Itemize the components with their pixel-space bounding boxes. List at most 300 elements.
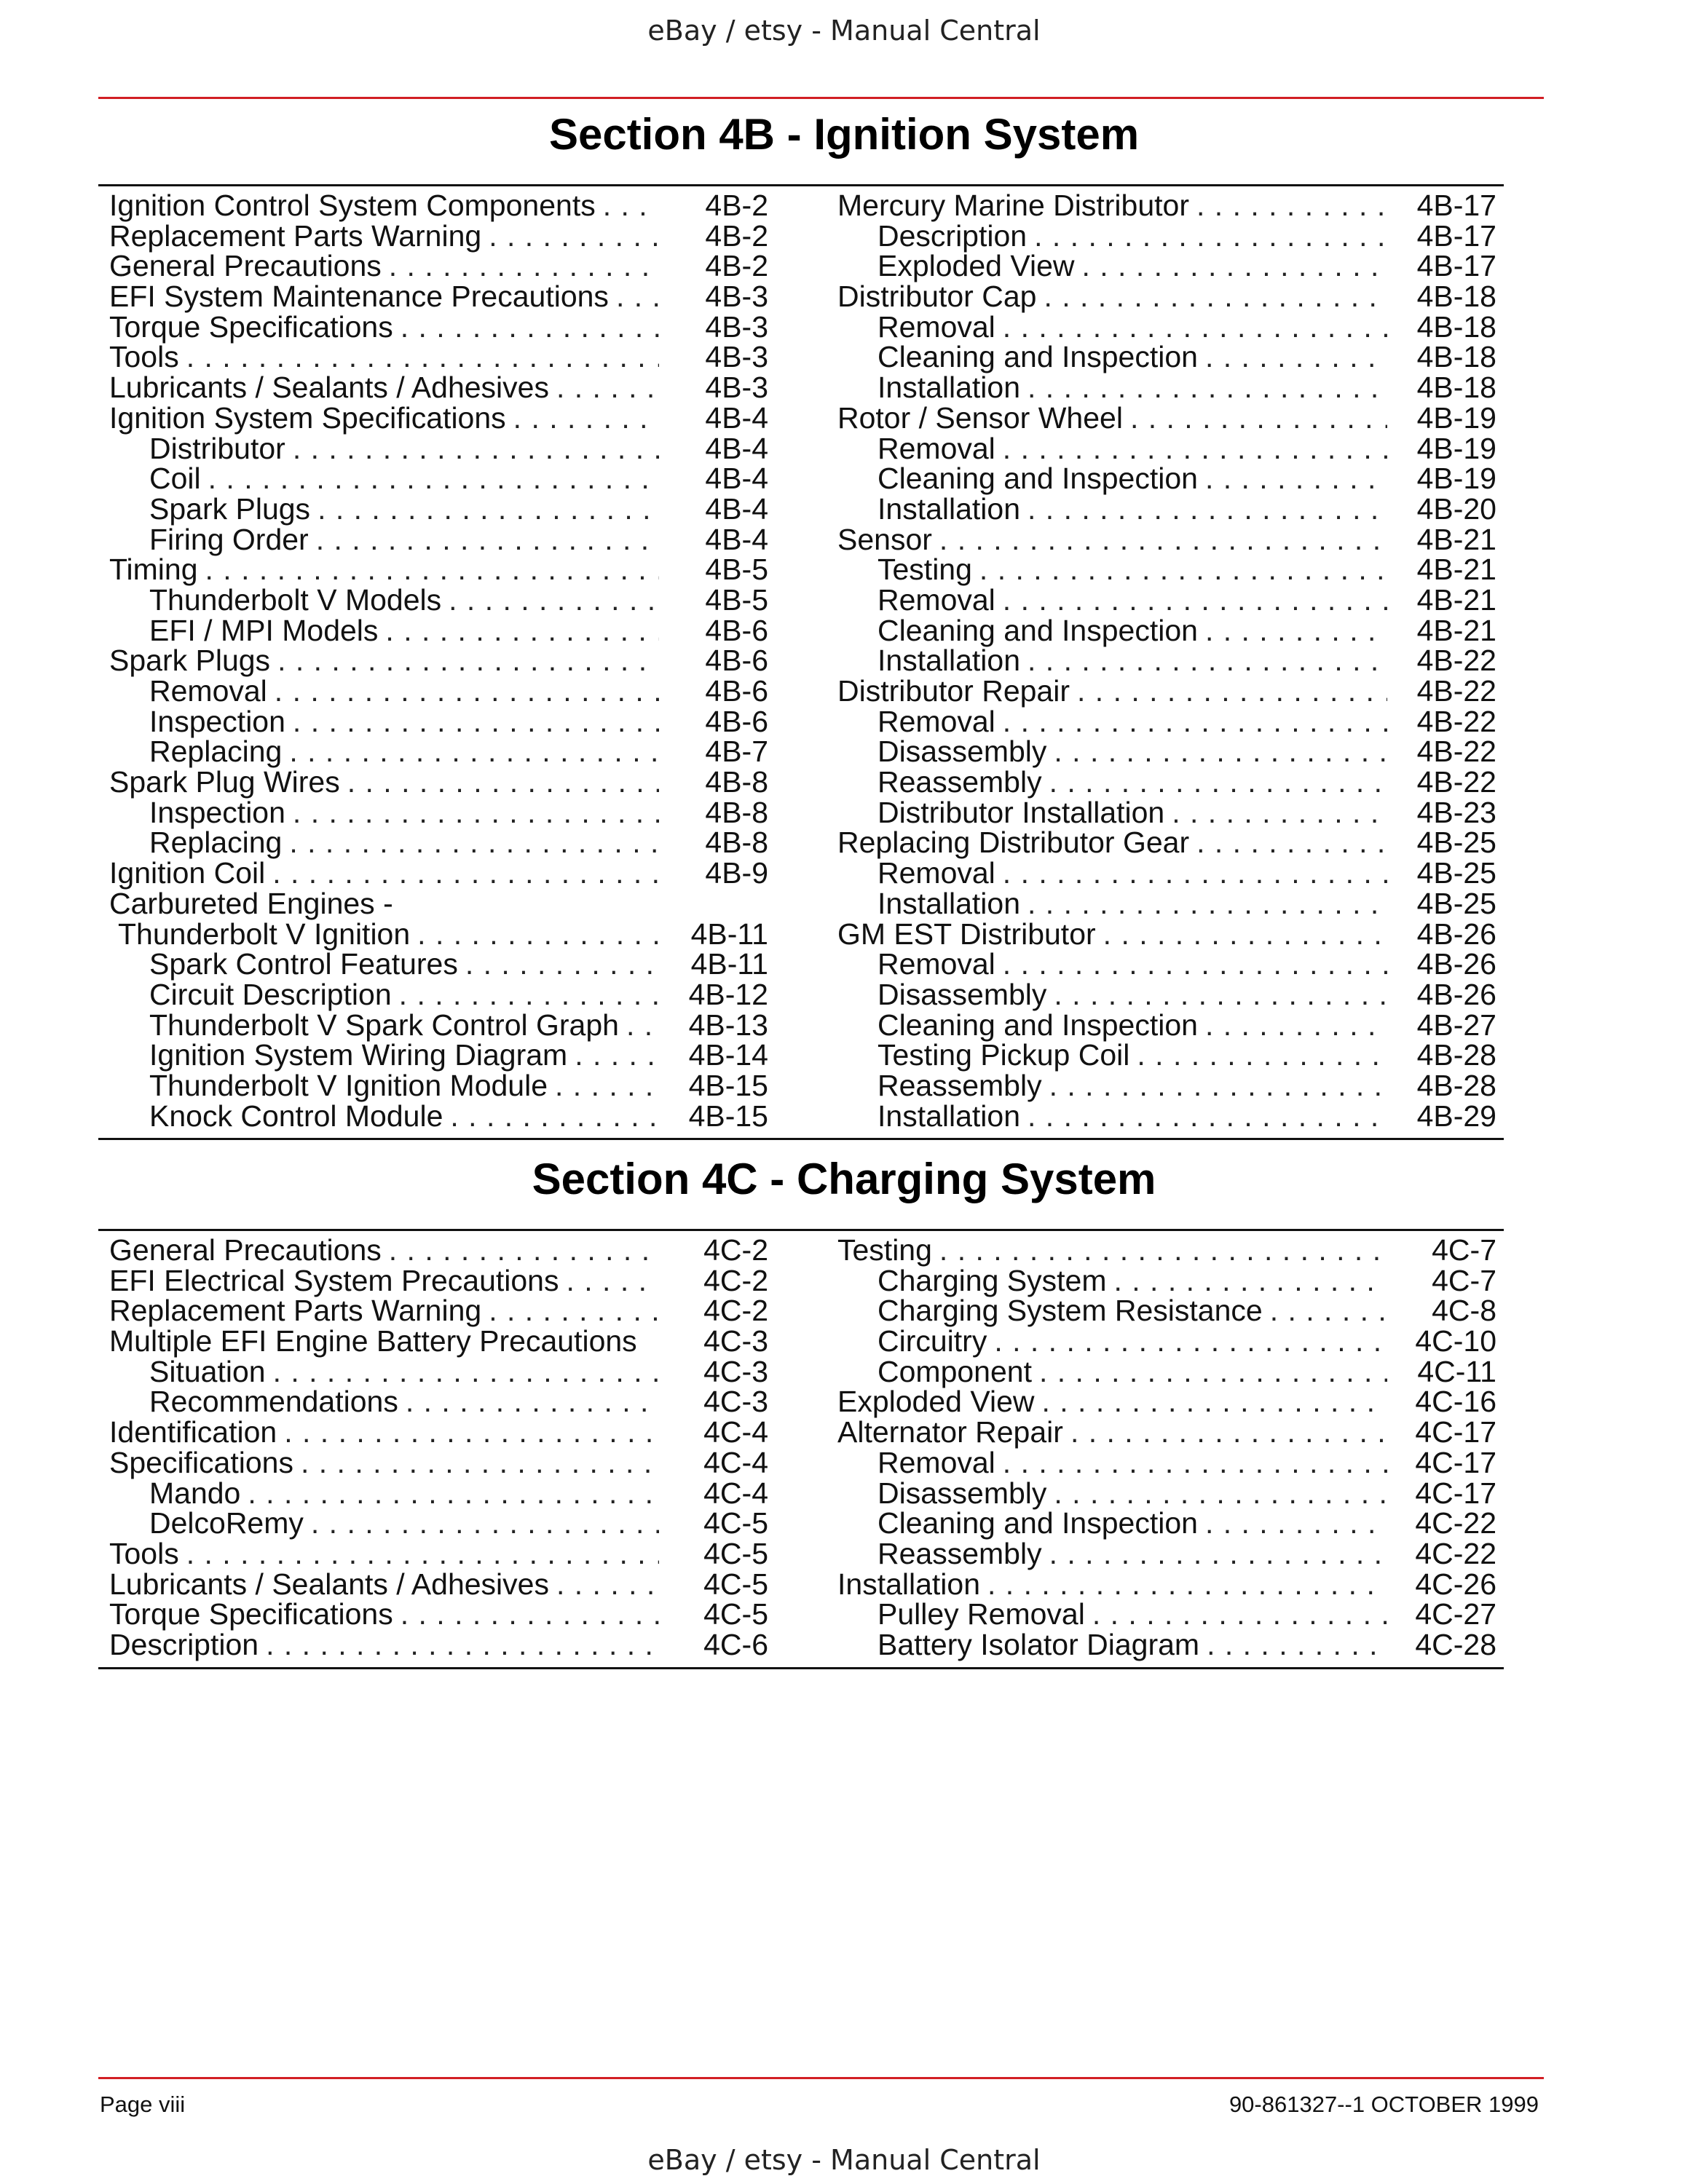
toc-entry xyxy=(837,1068,1496,1102)
toc-entry xyxy=(109,646,768,676)
toc-entry-title: Sensor xyxy=(837,522,932,556)
toc-entry-page: 4B-8 xyxy=(705,795,768,829)
toc-entry-page: 4B-7 xyxy=(705,735,768,769)
toc-entry-title: EFI Electrical System Precautions xyxy=(109,1263,559,1297)
toc-entry xyxy=(109,1417,768,1448)
toc-leader-dots xyxy=(392,980,659,1010)
toc-leader-dots xyxy=(201,464,659,494)
toc-leader-dots xyxy=(619,1010,659,1041)
toc-entry-title: Removal xyxy=(877,704,995,738)
toc-leader-dots xyxy=(393,312,659,343)
toc-entry-title: Installation xyxy=(877,371,1021,405)
toc-entry-page: 4B-18 xyxy=(1416,280,1496,314)
toc-leader-dots xyxy=(198,555,660,585)
toc-entry-title: Replacing xyxy=(149,735,283,769)
toc-entry-title: Cleaning and Inspection xyxy=(877,340,1198,374)
toc-entry-title: Circuit Description xyxy=(149,977,392,1011)
toc-entry-page: 4B-6 xyxy=(705,644,768,678)
toc-entry-title: Charging System Resistance xyxy=(877,1294,1263,1328)
watermark-top: eBay / etsy - Manual Central xyxy=(647,15,1041,47)
toc-entry-page: 4B-3 xyxy=(705,280,768,314)
toc-leader-dots xyxy=(1042,1539,1387,1570)
toc-leader-dots xyxy=(1096,919,1387,950)
toc-entry-page: 4C-5 xyxy=(703,1567,768,1601)
toc-leader-dots xyxy=(285,434,659,464)
toc-leader-dots xyxy=(1020,889,1387,919)
toc-entry xyxy=(837,1387,1496,1417)
toc-entry-title: Alternator Repair xyxy=(837,1415,1063,1449)
toc-entry-title: Replacing Distributor Gear xyxy=(837,826,1190,860)
toc-entry-page: 4C-28 xyxy=(1415,1627,1496,1661)
toc-entry xyxy=(109,977,768,1011)
toc-entry-page: 4B-4 xyxy=(705,431,768,465)
toc-entry xyxy=(837,1263,1496,1297)
toc-leader-dots xyxy=(378,616,659,646)
toc-entry-title: Distributor xyxy=(149,431,285,465)
toc-leader-dots xyxy=(1020,646,1387,676)
toc-entry xyxy=(109,1101,768,1132)
toc-entry xyxy=(837,676,1496,707)
toc-entry xyxy=(837,886,1496,920)
toc-entry-title: Firing Order xyxy=(149,522,309,556)
toc-entry-title: Ignition System Wiring Diagram xyxy=(149,1038,568,1072)
toc-entry-page: 4B-6 xyxy=(705,704,768,738)
toc-entry-title: Spark Control Features xyxy=(149,947,458,981)
toc-entry-page: 4B-15 xyxy=(688,1099,768,1133)
toc-entry-page: 4B-18 xyxy=(1416,309,1496,344)
toc-entry-title: Removal xyxy=(149,674,267,708)
toc-entry xyxy=(837,977,1496,1011)
toc-entry-page: 4C-27 xyxy=(1415,1597,1496,1631)
toc-leader-dots xyxy=(1070,676,1387,707)
toc-entry-page: 4B-22 xyxy=(1416,644,1496,678)
toc-entry-title: Installation xyxy=(837,1567,981,1601)
toc-entry xyxy=(109,251,768,282)
toc-entry xyxy=(837,704,1496,738)
toc-entry-page: 4B-26 xyxy=(1416,977,1496,1011)
toc-entry xyxy=(837,282,1496,312)
toc-entry-title: Removal xyxy=(877,856,995,890)
toc-entry xyxy=(837,1296,1496,1326)
toc-entry xyxy=(109,886,768,920)
toc-leader-dots xyxy=(1020,1101,1387,1132)
toc-entry-title: Testing xyxy=(837,1233,932,1267)
toc-entry-page: 4B-26 xyxy=(1416,947,1496,981)
toc-entry-page: 4C-16 xyxy=(1415,1385,1496,1419)
toc-entry-page: 4B-4 xyxy=(705,522,768,556)
toc-entry-page: 4B-3 xyxy=(705,340,768,374)
toc-entry xyxy=(109,1387,768,1417)
toc-leader-dots xyxy=(266,1357,659,1388)
toc-entry xyxy=(837,1010,1496,1041)
toc-leader-dots xyxy=(1046,1479,1387,1509)
footer-red-rule xyxy=(98,2077,1544,2079)
toc-entry xyxy=(837,767,1496,798)
section-4b-bottom-rule xyxy=(98,1138,1504,1140)
toc-entry xyxy=(837,342,1496,373)
toc-entry-page: 4C-4 xyxy=(703,1445,768,1479)
toc-entry xyxy=(837,795,1496,829)
toc-entry-title: Installation xyxy=(877,491,1021,526)
toc-entry-title: Component xyxy=(877,1354,1032,1388)
toc-entry-title: Distributor Cap xyxy=(837,280,1037,314)
toc-entry-page: 4B-23 xyxy=(1416,795,1496,829)
toc-entry xyxy=(837,1326,1496,1357)
toc-entry-page: 4B-4 xyxy=(705,491,768,526)
toc-leader-dots xyxy=(1020,373,1387,403)
toc-entry-page: 4B-5 xyxy=(705,553,768,587)
toc-leader-dots xyxy=(1027,221,1387,252)
toc-entry-page: 4B-6 xyxy=(705,674,768,708)
toc-leader-dots xyxy=(506,403,659,434)
toc-entry-page: 4B-22 xyxy=(1416,765,1496,799)
toc-entry xyxy=(837,919,1496,950)
toc-entry-title: Inspection xyxy=(149,704,285,738)
toc-entry-page: 4C-10 xyxy=(1415,1324,1496,1358)
toc-entry-title: Testing xyxy=(877,553,972,587)
toc-entry-page: 4B-5 xyxy=(705,582,768,617)
toc-entry-page: 4C-2 xyxy=(703,1233,768,1267)
toc-entry xyxy=(837,491,1496,526)
toc-entry xyxy=(837,464,1496,494)
toc-entry-page: 4B-18 xyxy=(1416,371,1496,405)
toc-entry xyxy=(837,1354,1496,1388)
toc-entry-page: 4C-4 xyxy=(703,1415,768,1449)
toc-entry-title: Tools xyxy=(109,340,179,374)
toc-entry-page: 4C-22 xyxy=(1415,1536,1496,1570)
toc-leader-dots xyxy=(293,1448,659,1479)
section-4c-right-column xyxy=(837,1235,1496,1661)
toc-leader-dots xyxy=(1123,403,1387,434)
toc-entry-title: Torque Specifications xyxy=(109,1597,393,1631)
toc-leader-dots xyxy=(1106,1266,1387,1297)
toc-leader-dots xyxy=(609,282,659,312)
section-4b-left-column xyxy=(109,191,768,1131)
toc-entry xyxy=(109,1326,768,1357)
toc-entry-title: Mercury Marine Distributor xyxy=(837,189,1189,222)
toc-entry-page: 4B-21 xyxy=(1416,553,1496,587)
toc-leader-dots xyxy=(987,1326,1387,1357)
toc-entry xyxy=(109,1536,768,1570)
toc-leader-dots xyxy=(267,676,659,707)
toc-entry-page: 4B-17 xyxy=(1416,249,1496,283)
toc-entry xyxy=(837,582,1496,617)
toc-entry-title: Installation xyxy=(877,886,1021,920)
toc-leader-dots xyxy=(1129,1040,1387,1071)
toc-leader-dots xyxy=(458,949,659,980)
toc-entry-title: Tools xyxy=(109,1536,179,1570)
toc-leader-dots xyxy=(398,1387,659,1417)
toc-entry xyxy=(837,251,1496,282)
toc-leader-dots xyxy=(179,1539,659,1570)
toc-entry-page: 4B-21 xyxy=(1416,582,1496,617)
toc-entry-title: General Precautions xyxy=(109,249,382,283)
toc-entry-page: 4C-7 xyxy=(1432,1263,1496,1297)
toc-entry-title: Reassembly xyxy=(877,765,1042,799)
toc-entry xyxy=(109,1010,768,1041)
toc-entry-title: Distributor Repair xyxy=(837,674,1070,708)
toc-leader-dots xyxy=(1198,1508,1387,1539)
toc-entry-title: Thunderbolt V Models xyxy=(149,582,442,617)
toc-entry xyxy=(109,613,768,647)
watermark-bottom: eBay / etsy - Manual Central xyxy=(647,2144,1041,2176)
toc-leader-dots xyxy=(1199,1630,1387,1661)
toc-entry-page: 4B-27 xyxy=(1416,1008,1496,1042)
toc-entry-title: Thunderbolt V Ignition Module xyxy=(149,1068,548,1102)
toc-entry-title: Carbureted Engines - xyxy=(109,886,393,920)
toc-entry-title: Replacing xyxy=(149,826,283,860)
toc-leader-dots xyxy=(995,949,1387,980)
toc-entry xyxy=(109,218,768,253)
toc-leader-dots xyxy=(259,1630,659,1661)
toc-entry-page: 4C-8 xyxy=(1432,1294,1496,1328)
toc-entry xyxy=(837,431,1496,465)
toc-leader-dots xyxy=(309,525,659,555)
toc-leader-dots xyxy=(270,646,659,676)
toc-entry xyxy=(109,373,768,403)
toc-entry xyxy=(109,1508,768,1539)
toc-entry-title: Multiple EFI Engine Battery Precautions xyxy=(109,1324,637,1358)
toc-entry-page: 4B-8 xyxy=(705,826,768,860)
toc-entry-page: 4B-29 xyxy=(1416,1099,1496,1133)
toc-entry-page: 4B-21 xyxy=(1416,613,1496,647)
toc-entry-title: Mando xyxy=(149,1476,241,1510)
toc-entry xyxy=(837,1627,1496,1661)
toc-entry-title: Description xyxy=(109,1627,259,1661)
section-4b-top-rule xyxy=(98,184,1504,186)
toc-leader-dots xyxy=(282,737,659,767)
toc-leader-dots xyxy=(1046,980,1387,1010)
toc-entry-title: Rotor / Sensor Wheel xyxy=(837,400,1123,435)
toc-leader-dots xyxy=(382,251,659,282)
toc-leader-dots xyxy=(972,555,1387,585)
toc-leader-dots xyxy=(1263,1296,1387,1326)
toc-entry xyxy=(837,1508,1496,1539)
toc-entry-page: 4B-2 xyxy=(705,249,768,283)
toc-entry-title: GM EST Distributor xyxy=(837,917,1096,951)
toc-entry-page: 4C-22 xyxy=(1415,1506,1496,1540)
toc-entry-page: 4B-19 xyxy=(1416,400,1496,435)
toc-entry-page: 4B-2 xyxy=(705,189,768,222)
toc-entry-page: 4C-11 xyxy=(1417,1354,1496,1388)
toc-leader-dots xyxy=(932,1235,1387,1266)
toc-entry-title: Distributor Installation xyxy=(877,795,1165,829)
toc-entry xyxy=(109,1599,768,1630)
toc-leader-dots xyxy=(1042,767,1387,798)
toc-leader-dots xyxy=(481,1296,659,1326)
toc-entry-page: 4B-21 xyxy=(1416,522,1496,556)
toc-leader-dots xyxy=(1036,282,1387,312)
toc-entry-page: 4B-4 xyxy=(705,462,768,496)
toc-entry-title: Thunderbolt V Spark Control Graph xyxy=(149,1008,619,1042)
toc-leader-dots xyxy=(265,858,659,889)
toc-entry-page: 4C-3 xyxy=(703,1385,768,1419)
toc-entry-title: Identification xyxy=(109,1415,277,1449)
toc-leader-dots xyxy=(549,1570,659,1600)
toc-entry-title: Spark Plug Wires xyxy=(109,765,340,799)
toc-entry-title: Replacement Parts Warning xyxy=(109,218,482,253)
toc-entry xyxy=(837,828,1496,858)
section-4c-toc xyxy=(109,1235,1496,1661)
toc-entry-page: 4C-2 xyxy=(703,1263,768,1297)
toc-entry-title: Reassembly xyxy=(877,1536,1042,1570)
toc-entry-title: Disassembly xyxy=(877,977,1047,1011)
toc-entry-title: General Precautions xyxy=(109,1233,382,1267)
toc-entry-title: Specifications xyxy=(109,1445,293,1479)
toc-entry-page: 4C-7 xyxy=(1432,1233,1496,1267)
toc-entry-page: 4C-17 xyxy=(1415,1476,1496,1510)
toc-entry-page: 4B-22 xyxy=(1416,674,1496,708)
toc-entry xyxy=(109,1068,768,1102)
toc-entry-page: 4B-13 xyxy=(688,1008,768,1042)
toc-entry-title: Spark Plugs xyxy=(149,491,311,526)
toc-leader-dots xyxy=(995,585,1387,616)
section-4c-title: Section 4C - Charging System xyxy=(532,1155,1156,1203)
toc-entry-title: EFI System Maintenance Precautions xyxy=(109,280,609,314)
toc-entry-page: 4B-28 xyxy=(1416,1038,1496,1072)
toc-entry xyxy=(109,1354,768,1388)
toc-entry xyxy=(109,858,768,889)
toc-entry xyxy=(837,522,1496,556)
toc-entry xyxy=(837,1101,1496,1132)
toc-leader-dots xyxy=(980,1570,1387,1600)
toc-entry xyxy=(109,1040,768,1071)
toc-entry-title: Ignition Coil xyxy=(109,856,266,890)
toc-entry xyxy=(109,919,768,950)
toc-entry-title: Lubricants / Sealants / Adhesives xyxy=(109,1567,549,1601)
toc-entry xyxy=(109,676,768,707)
toc-entry-title: Battery Isolator Diagram xyxy=(877,1627,1200,1661)
toc-entry-page: 4B-22 xyxy=(1416,735,1496,769)
header-red-rule xyxy=(98,97,1544,99)
toc-entry-title: Reassembly xyxy=(877,1068,1042,1102)
toc-entry xyxy=(837,613,1496,647)
toc-entry-page: 4B-25 xyxy=(1416,856,1496,890)
toc-entry-page: 4C-5 xyxy=(703,1597,768,1631)
toc-leader-dots xyxy=(393,1599,659,1630)
toc-entry-page: 4B-20 xyxy=(1416,491,1496,526)
toc-entry-page: 4C-26 xyxy=(1415,1567,1496,1601)
toc-leader-dots xyxy=(1198,342,1387,373)
toc-entry-title: Replacement Parts Warning xyxy=(109,1294,482,1328)
toc-entry xyxy=(837,1040,1496,1071)
toc-entry xyxy=(837,555,1496,585)
toc-leader-dots xyxy=(1020,494,1387,525)
toc-entry-page: 4B-25 xyxy=(1416,826,1496,860)
toc-entry-title: Cleaning and Inspection xyxy=(877,1008,1198,1042)
toc-entry xyxy=(837,858,1496,889)
toc-leader-dots xyxy=(1063,1417,1387,1448)
toc-leader-dots xyxy=(1046,737,1387,767)
toc-leader-dots xyxy=(1189,191,1387,221)
toc-entry-title: Circuitry xyxy=(877,1324,987,1358)
toc-entry xyxy=(109,582,768,617)
toc-entry xyxy=(109,767,768,798)
toc-entry xyxy=(109,1296,768,1326)
toc-leader-dots xyxy=(304,1508,659,1539)
toc-entry xyxy=(837,1445,1496,1479)
toc-leader-dots xyxy=(549,373,659,403)
toc-entry xyxy=(109,555,768,585)
toc-entry-page: 4B-22 xyxy=(1416,704,1496,738)
toc-entry xyxy=(109,491,768,526)
toc-entry-page: 4B-19 xyxy=(1416,462,1496,496)
toc-leader-dots xyxy=(441,585,659,616)
toc-entry-title: Cleaning and Inspection xyxy=(877,613,1198,647)
toc-entry-title: Recommendations xyxy=(149,1385,398,1419)
toc-entry-title: Lubricants / Sealants / Adhesives xyxy=(109,371,549,405)
toc-entry-page: 4C-17 xyxy=(1415,1445,1496,1479)
toc-entry xyxy=(837,218,1496,253)
toc-entry-title: Removal xyxy=(877,309,995,344)
toc-entry-page: 4B-26 xyxy=(1416,917,1496,951)
toc-entry-title: Thunderbolt V Ignition xyxy=(118,917,411,951)
toc-entry-title: Torque Specifications xyxy=(109,309,393,344)
toc-entry-title: Ignition Control System Components xyxy=(109,189,596,222)
section-4c-bottom-rule xyxy=(98,1667,1504,1669)
toc-entry xyxy=(837,737,1496,767)
toc-entry-title: EFI / MPI Models xyxy=(149,613,379,647)
section-4b-title: Section 4B - Ignition System xyxy=(548,110,1140,159)
toc-entry-page: 4B-15 xyxy=(688,1068,768,1102)
toc-entry-page: 4B-4 xyxy=(705,400,768,435)
toc-entry-title: Removal xyxy=(877,431,995,465)
toc-entry-title: Disassembly xyxy=(877,735,1047,769)
toc-leader-dots xyxy=(995,1448,1387,1479)
toc-entry xyxy=(837,1599,1496,1630)
toc-entry xyxy=(109,1567,768,1601)
toc-entry xyxy=(837,309,1496,344)
toc-entry-page: 4C-5 xyxy=(703,1506,768,1540)
toc-leader-dots xyxy=(1198,464,1387,494)
toc-entry xyxy=(109,282,768,312)
toc-leader-dots xyxy=(481,221,659,252)
section-4b-right-column xyxy=(837,191,1496,1131)
toc-entry xyxy=(109,795,768,829)
toc-entry xyxy=(109,1627,768,1661)
toc-entry-title: Cleaning and Inspection xyxy=(877,462,1198,496)
toc-leader-dots xyxy=(995,858,1387,889)
toc-leader-dots xyxy=(240,1479,659,1509)
toc-entry-page: 4C-3 xyxy=(703,1324,768,1358)
toc-entry xyxy=(109,522,768,556)
toc-leader-dots xyxy=(567,1040,659,1071)
toc-entry-title: Description xyxy=(877,218,1028,253)
toc-entry xyxy=(837,1476,1496,1510)
toc-leader-dots xyxy=(282,828,659,858)
toc-entry-page: 4B-6 xyxy=(705,613,768,647)
section-4c-top-rule xyxy=(98,1229,1504,1231)
toc-leader-dots xyxy=(596,191,659,221)
toc-entry-page: 4B-14 xyxy=(688,1038,768,1072)
toc-entry-title: Ignition System Specifications xyxy=(109,400,506,435)
toc-entry xyxy=(109,704,768,738)
toc-leader-dots xyxy=(443,1101,659,1132)
toc-entry-page: 4C-5 xyxy=(703,1536,768,1570)
toc-leader-dots xyxy=(1074,251,1387,282)
toc-entry xyxy=(837,400,1496,435)
toc-entry-page: 4B-12 xyxy=(688,977,768,1011)
toc-entry-page: 4B-11 xyxy=(690,947,768,981)
toc-entry xyxy=(109,191,768,221)
toc-entry-title: Timing xyxy=(109,553,198,587)
page-number: Page viii xyxy=(100,2092,186,2117)
toc-entry-page: 4B-28 xyxy=(1416,1068,1496,1102)
toc-entry xyxy=(837,949,1496,980)
toc-leader-dots xyxy=(1032,1357,1387,1388)
toc-entry-title: Pulley Removal xyxy=(877,1597,1085,1631)
toc-entry xyxy=(837,191,1496,221)
